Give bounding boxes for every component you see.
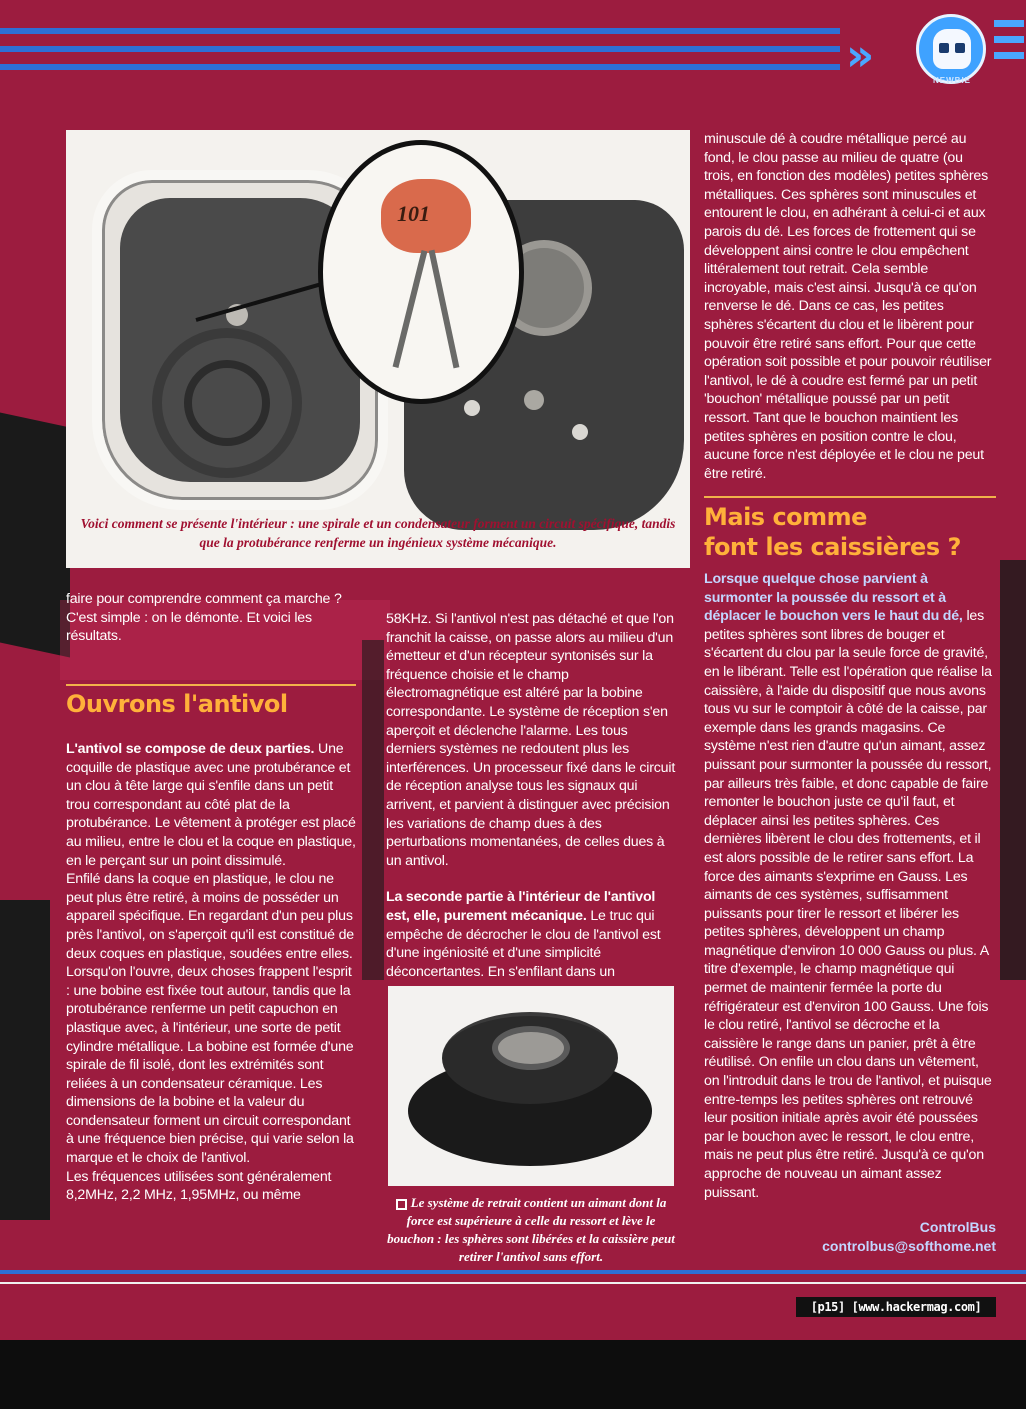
header-stripe — [0, 28, 840, 34]
photo-caption-text: Le système de retrait contient un aimant dont la force est supérieure à celle du ressort et lève le bouchon : les sphères sont libérées et la caissière peut retirer l'antivol sans effort. — [387, 1195, 675, 1264]
heading-rule — [66, 684, 356, 686]
bg-shape-mid-strip — [362, 640, 384, 980]
header-bars — [994, 20, 1024, 68]
lead-in-text: L'antivol se compose de deux parties. — [66, 741, 315, 757]
column-2 — [386, 610, 676, 981]
page-number-tag[interactable]: [p15] [www.hackermag.com] — [796, 1297, 996, 1317]
footer-band — [0, 1340, 1026, 1409]
magnet-hole — [492, 1026, 570, 1070]
column-3 — [704, 130, 996, 483]
bg-shape-right — [1000, 560, 1026, 980]
column-3-body — [704, 570, 996, 1202]
rivet — [572, 424, 588, 440]
footer-stripe — [0, 1270, 1026, 1274]
capacitor-label: 101 — [397, 201, 430, 226]
rivet — [464, 400, 480, 416]
coil-core — [184, 360, 270, 446]
paragraph: les petites sphères sont libres de bouger et s'écartent du clou par la seule force de gravité, en le libérant. Telle est l'opération que réalise la caissière, à l'aide du dispositif que nous avons tous vu sur le comptoir à côté de la caisse, par exemple dans les grands magasins. Ce système n'est rien d'autre qu'un aimant, assez puissant pour surmonter la poussée du ressort, par ailleurs très faible, et donc capable de faire remonter le bouchon juste ce qu'il faut, et déplacer ainsi les petites sphères. Ces dernières libèrent le clou des frottements, et il est alors possible de le retirer sans effort. La force des aimants s'exprime en Gauss. Les aimants de ces systèmes, suffisamment puissants pour tirer le ressort et libérer les petites sphères, développent un champ magnétique d'environ 10 000 Gauss ou plus. A titre d'exemple, le champ magnétique qui permet de maintenir fermée la porte du réfrigérateur est d'environ 100 Gauss. Une fois le clou retiré, l'antivol se décroche et la caissière le range dans un panier, prêt à être réutilisé. On enfile un clou dans un vêtement, on l'introduit dans le trou de l'antivol, et puisque entre-temps les petites sphères ont retrouvé leur position initiale après avoir été poussées par le bouchon avec le ressort, le clou entre, mais ne peut plus être retiré. Jusqu'à ce qu'on approche de nouveau un aimant assez puissant. — [704, 608, 992, 1201]
intro-text-2: C'est simple : on le démonte. Et voici les résultats. — [66, 609, 312, 645]
author-name: ControlBus — [919, 1219, 996, 1235]
capacitor-lead — [393, 250, 428, 368]
section-heading-ouvrons: Ouvrons l'antivol — [66, 690, 288, 718]
footer-stripe — [0, 1282, 1026, 1284]
header-band — [0, 0, 1026, 108]
lead-in-text: La seconde partie à l'intérieur de l'antivol est, elle, purement mécanique. — [386, 889, 656, 924]
heading-line: Mais comme — [704, 503, 867, 531]
paragraph: 58KHz. Si l'antivol n'est pas détaché et que l'on franchit la caisse, on passe alors au milieu d'un émetteur et d'un récepteur syntonisés sur la fréquence choisie et le champ électromagnétique est altéré par la bobine correspondante. Le système de réception s'en aperçoit et déclenche l'alarme. Les tous derniers systèmes ne redoutent plus les interférences. Un processeur fixé dans le circuit de réception analyse tous les signaux qui arrivent, et parvient à distinguer avec précision les variations de champ dues à des perturbations momentanées, de celles dues à un antivol. — [386, 611, 676, 869]
paragraph: Enfilé dans la coque en plastique, le clou ne peut plus être retiré, à moins de posséder un appareil spécifique. En regardant d'un peu plus près l'antivol, on s'aperçoit qu'il est constitué de deux coques en plastique, soudées entre elles. Lorsqu'on l'ouvre, deux choses frappent l'esprit : une bobine est fixée tout autour, tandis que la protubérance renferme un petit capuchon en plastique avec, à l'intérieur, une sorte de petit cylindre métallique. La bobine est formée d'une spirale de fil isolé, dont les extrémités sont reliées à un condensateur céramique. Les dimensions de la bobine et la valeur du condensateur forment un circuit correspondant à une fréquence bien précise, qui varie selon la marque et le choix de l'antivol. — [66, 871, 354, 1167]
newbie-label: NEWBIE — [933, 76, 971, 85]
paragraph: Une coquille de plastique avec une protubérance et un clou à tête large qui s'enfile dans un petit trou correspondant au côté plat de la protubérance. Le vêtement à protéger est placé au milieu, entre le clou et la coque en plastique, en le perçant sur un point dissimulé. — [66, 741, 356, 869]
photo-caption-bottom — [386, 1194, 676, 1266]
author-email[interactable]: controlbus@softhome.net — [822, 1238, 996, 1254]
bg-shape-left-lower — [0, 900, 50, 1220]
paragraph: Le truc qui empêche de décrocher le clou de l'antivol est d'une ingéniosité et d'une simplicité déconcertantes. En s'enfilant dans un — [386, 907, 661, 980]
zoom-capacitor-inset — [318, 140, 524, 404]
capacitor-icon — [381, 179, 471, 253]
photo-magnet-device — [388, 986, 674, 1186]
skull-badge-icon — [916, 14, 986, 84]
header-stripe — [0, 64, 840, 70]
intro-text: faire pour comprendre comment ça marche ? — [66, 591, 342, 607]
caption-box-icon — [396, 1199, 407, 1210]
column-1-body — [66, 740, 356, 1205]
photo-caption-top: Voici comment se présente l'intérieur : une spirale et un condensateur forment un circuit spécifique, tandis que la protubérance renferme un ingénieux système mécanique. — [80, 516, 676, 550]
heading-rule — [704, 496, 996, 498]
rivet — [524, 390, 544, 410]
column-1 — [66, 590, 356, 646]
photo-antivol-interior — [66, 130, 690, 568]
chevron-right-icon: ›› — [846, 30, 867, 81]
capacitor-lead — [429, 250, 460, 369]
header-stripe — [0, 46, 840, 52]
paragraph: Les fréquences utilisées sont généralement 8,2MHz, 2,2 MHz, 1,95MHz, ou même — [66, 1168, 332, 1204]
paragraph: minuscule dé à coudre métallique percé au fond, le clou passe au milieu de quatre (ou trois, en fonction des modèles) petites sphères métalliques. Ces sphères sont minuscules et entourent le clou, en adhérant à celui-ci et aux parois du dé. Les forces de frottement qui se développent ainsi contre le clou empêchent littéralement tout retrait. Cela semble incroyable, mais c'est ainsi. Jusqu'à ce qu'on renverse le dé. Dans ce cas, les petites sphères s'écartent du clou et le libèrent pour pouvoir être retiré sans effort. Pour que cette opération soit possible et pour pouvoir réutiliser l'antivol, le dé à coudre est fermé par un petit 'bouchon' métallique poussé par un petit ressort. Tant que le bouchon maintient les petites sphères en position contre le clou, aucune force n'est déployée et le clou ne peut être retiré. — [704, 131, 992, 482]
lead-in-text: Lorsque quelque chose parvient à surmonter la poussée du ressort et à déplacer le bouchon vers le haut du dé, — [704, 571, 963, 625]
skull-icon — [933, 29, 971, 69]
heading-line: font les caissières ? — [704, 533, 961, 561]
section-heading-caissieres — [704, 502, 996, 562]
